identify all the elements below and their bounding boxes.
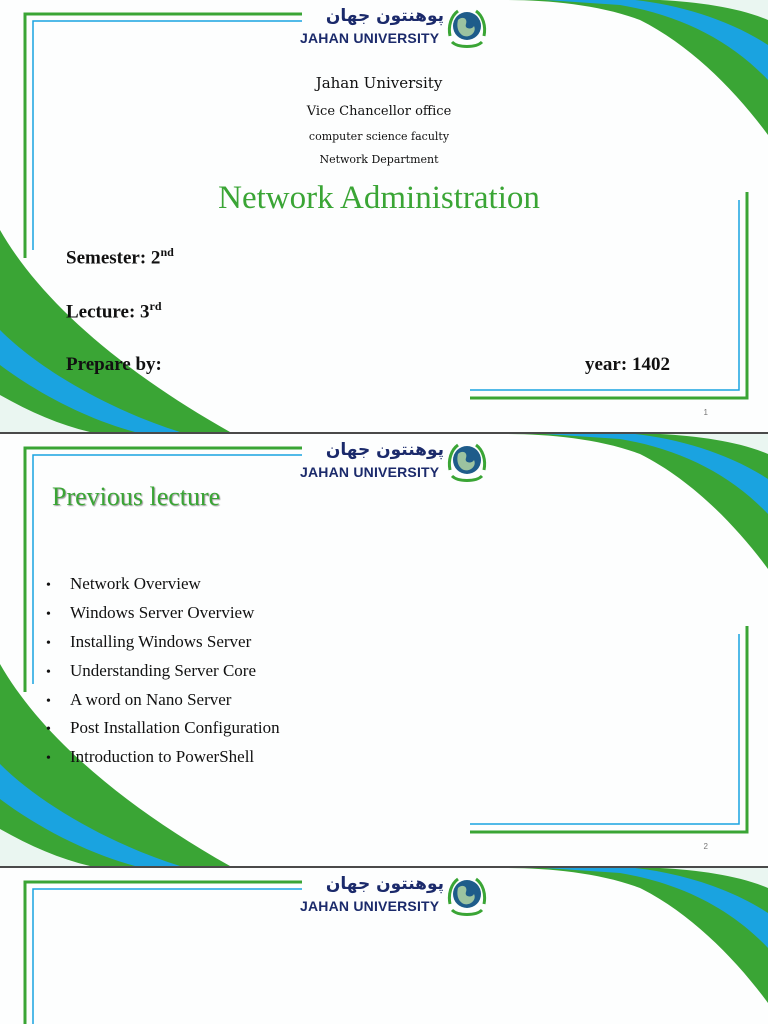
bullet-icon: • xyxy=(46,635,51,651)
slide-1 xyxy=(0,0,768,432)
globe-emblem-icon xyxy=(444,874,490,918)
page-number: 1 xyxy=(703,408,708,417)
lecture-suffix: rd xyxy=(149,299,162,313)
list-item: • Understanding Server Core xyxy=(46,657,280,686)
semester-suffix: nd xyxy=(160,245,174,259)
department-name: Network Department xyxy=(319,153,439,166)
bullet-icon: • xyxy=(46,693,51,709)
prepare-by-label: Prepare by: xyxy=(66,354,162,375)
logo-arabic-text: پوهنتون جهان xyxy=(325,6,444,26)
logo-arabic-text: پوهنتون جهان xyxy=(325,440,444,460)
bullet-icon: • xyxy=(46,578,51,593)
bullet-icon: • xyxy=(46,606,51,622)
list-item: • Installing Windows Server xyxy=(46,628,280,657)
logo-english-text: JAHAN UNIVERSITY xyxy=(300,30,440,46)
university-logo xyxy=(300,874,490,918)
semester-line xyxy=(66,245,174,269)
list-item: • Windows Server Overview xyxy=(46,599,280,628)
globe-emblem-icon xyxy=(444,6,490,50)
bullet-icon: • xyxy=(46,664,51,680)
university-name: Jahan University xyxy=(315,74,443,92)
list-item: • A word on Nano Server xyxy=(46,686,280,715)
bullet-icon: • xyxy=(46,751,51,767)
year-label: year: 1402 xyxy=(585,354,670,375)
logo-english-text: JAHAN UNIVERSITY xyxy=(300,464,440,480)
office-name: Vice Chancellor office xyxy=(306,104,452,119)
previous-lecture-list xyxy=(46,570,280,772)
slide-2 xyxy=(0,434,768,866)
page-number: 2 xyxy=(703,842,708,851)
list-item: • Post Installation Configuration xyxy=(46,714,280,743)
list-item: • Network Overview xyxy=(46,570,280,599)
bullet-icon: • xyxy=(46,722,51,738)
logo-english-text: JAHAN UNIVERSITY xyxy=(300,898,440,914)
globe-emblem-icon xyxy=(444,440,490,484)
faculty-name: computer science faculty xyxy=(308,130,450,143)
lecture-line xyxy=(66,299,162,323)
semester-label: Semester: 2 xyxy=(66,247,161,269)
slide-3 xyxy=(0,868,768,1024)
lecture-label: Lecture: 3 xyxy=(66,301,150,323)
list-item: • Introduction to PowerShell xyxy=(46,743,280,772)
logo-arabic-text: پوهنتون جهان xyxy=(325,874,444,894)
university-logo xyxy=(300,440,490,484)
course-title: Network Administration xyxy=(218,180,540,216)
previous-lecture-title: Previous lecture xyxy=(52,482,221,511)
university-logo xyxy=(300,6,490,50)
